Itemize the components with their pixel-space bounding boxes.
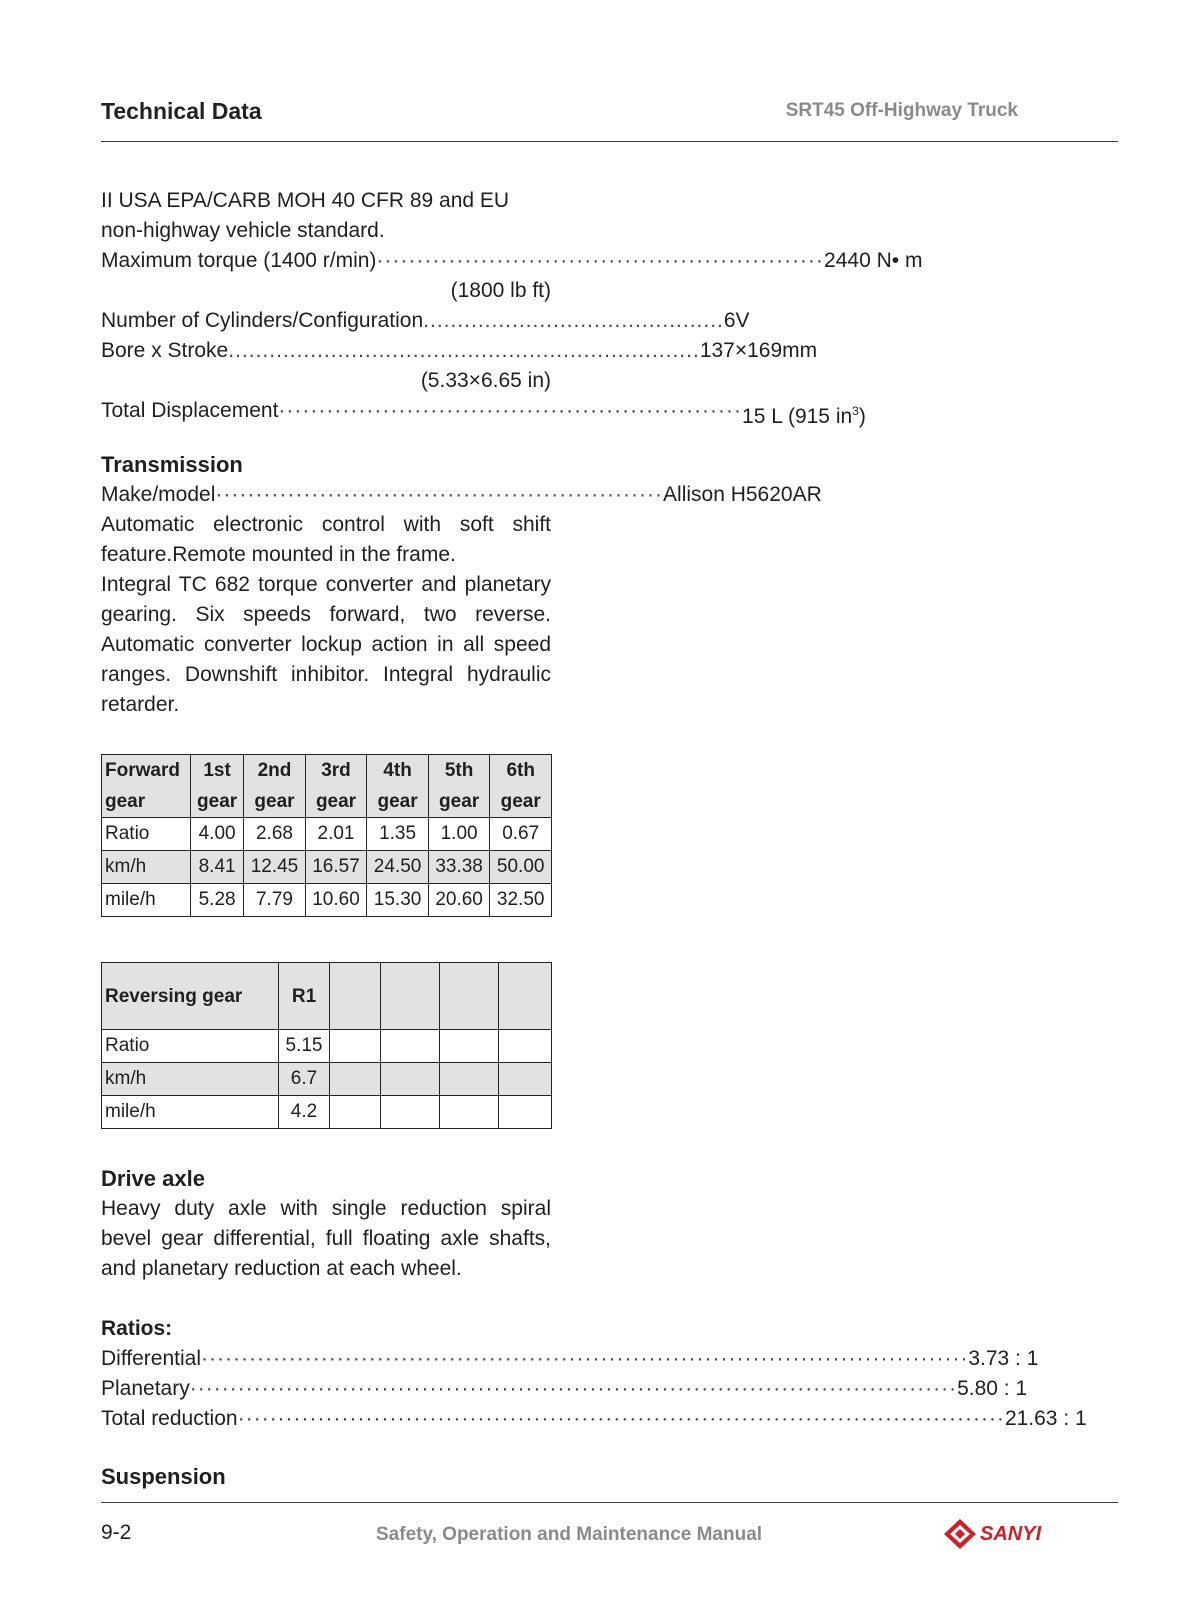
bore-alt: (5.33×6.65 in) xyxy=(420,369,551,392)
page-number: 9-2 xyxy=(101,1521,132,1544)
leader-dots: ..................................................................... xyxy=(228,339,700,362)
table-header: 4th gear xyxy=(367,755,429,818)
leader-dots: ································································································ xyxy=(201,1347,969,1370)
ratios-heading: Ratios: xyxy=(101,1317,173,1340)
leader-dots: ............................................ xyxy=(423,309,724,332)
empty-header xyxy=(381,963,440,1030)
table-row: Ratio 5.15 xyxy=(102,1030,552,1063)
manual-title: Safety, Operation and Maintenance Manual xyxy=(376,1524,763,1545)
table-header: 3rd gear xyxy=(305,755,367,818)
footer-rule xyxy=(101,1502,1118,1503)
table-row: km/h 8.41 12.45 16.57 24.50 33.38 50.00 xyxy=(102,851,552,884)
transmission-block xyxy=(101,450,822,720)
table-header: Forward gear xyxy=(102,755,191,818)
empty-header xyxy=(330,963,381,1030)
leader-dots: ·························································· xyxy=(278,399,743,422)
header-rule xyxy=(101,141,1118,142)
table-header: 2nd gear xyxy=(244,755,306,818)
empty-header xyxy=(499,963,552,1030)
drive-axle-heading: Drive axle xyxy=(101,1166,205,1191)
engine-standard-line2: non-highway vehicle standard. xyxy=(101,219,385,242)
ratio-row-total: Total reduction ································································································ 21.63 : 1 xyxy=(101,1404,551,1434)
sanyi-logo-icon xyxy=(944,1519,976,1549)
drive-axle-block xyxy=(101,1164,551,1284)
empty-header xyxy=(440,963,499,1030)
table-header: 1st gear xyxy=(191,755,244,818)
engine-spec-block xyxy=(101,186,923,432)
transmission-para1: Automatic electronic control with soft shift feature.Remote mounted in the frame. xyxy=(101,513,551,566)
table-row: Ratio 4.00 2.68 2.01 1.35 1.00 0.67 xyxy=(102,818,552,851)
engine-standard-line1: II USA EPA/CARB MOH 40 CFR 89 and EU xyxy=(101,189,510,212)
transmission-para2: Integral TC 682 torque converter and planetary gearing. Six speeds forward, two reverse. Automatic converter lockup action in all speed ranges. Downshift inhibitor. Integral hydraulic retarder. xyxy=(101,573,551,716)
leader-dots: ································································································ xyxy=(189,1377,958,1400)
torque-row: Maximum torque (1400 r/min) ························································ 2440 N• m xyxy=(101,246,551,276)
document-title: SRT45 Off-Highway Truck xyxy=(785,100,1018,121)
torque-alt: (1800 lb ft) xyxy=(450,279,551,302)
table-row: km/h 6.7 xyxy=(102,1063,552,1096)
reverse-gear-table xyxy=(101,962,552,1129)
leader-dots: ································································································ xyxy=(237,1407,1005,1430)
table-header-row xyxy=(102,755,552,818)
transmission-heading: Transmission xyxy=(101,452,243,477)
displacement-row: Total Displacement ·························································· 15 L (915 $in^3$) xyxy=(101,396,551,432)
sanyi-logo xyxy=(944,1519,1041,1549)
table-header: 5th gear xyxy=(428,755,490,818)
table-header-row xyxy=(102,963,552,1030)
table-row: mile/h 5.28 7.79 10.60 15.30 20.60 32.50 xyxy=(102,884,552,917)
leader-dots: ························································ xyxy=(376,249,825,272)
forward-gear-table xyxy=(101,754,552,917)
bore-row: Bore x Stroke ..................................................................... 137×169mm xyxy=(101,336,551,366)
suspension-heading: Suspension xyxy=(101,1464,226,1489)
cylinders-row: Number of Cylinders/Configuration ............................................ 6V xyxy=(101,306,551,336)
make-model-row: Make/model ························································ Allison H5620AR xyxy=(101,480,551,510)
table-row: mile/h 4.2 xyxy=(102,1096,552,1129)
brand-name: SANYI xyxy=(980,1522,1042,1545)
table-header: 6th gear xyxy=(490,755,552,818)
ratio-row-differential: Differential ································································································ 3.73 : 1 xyxy=(101,1344,551,1374)
ratio-row-planetary: Planetary ································································································ 5.80 : 1 xyxy=(101,1374,551,1404)
drive-axle-text: Heavy duty axle with single reduction spiral bevel gear differential, full floating axle shafts, and planetary reduction at each wheel. xyxy=(101,1197,551,1280)
page-title: Technical Data xyxy=(101,98,262,124)
leader-dots: ························································ xyxy=(215,483,664,506)
table-header: Reversing gear xyxy=(102,963,279,1030)
ratios-block xyxy=(101,1314,1087,1434)
table-header: R1 xyxy=(279,963,330,1030)
